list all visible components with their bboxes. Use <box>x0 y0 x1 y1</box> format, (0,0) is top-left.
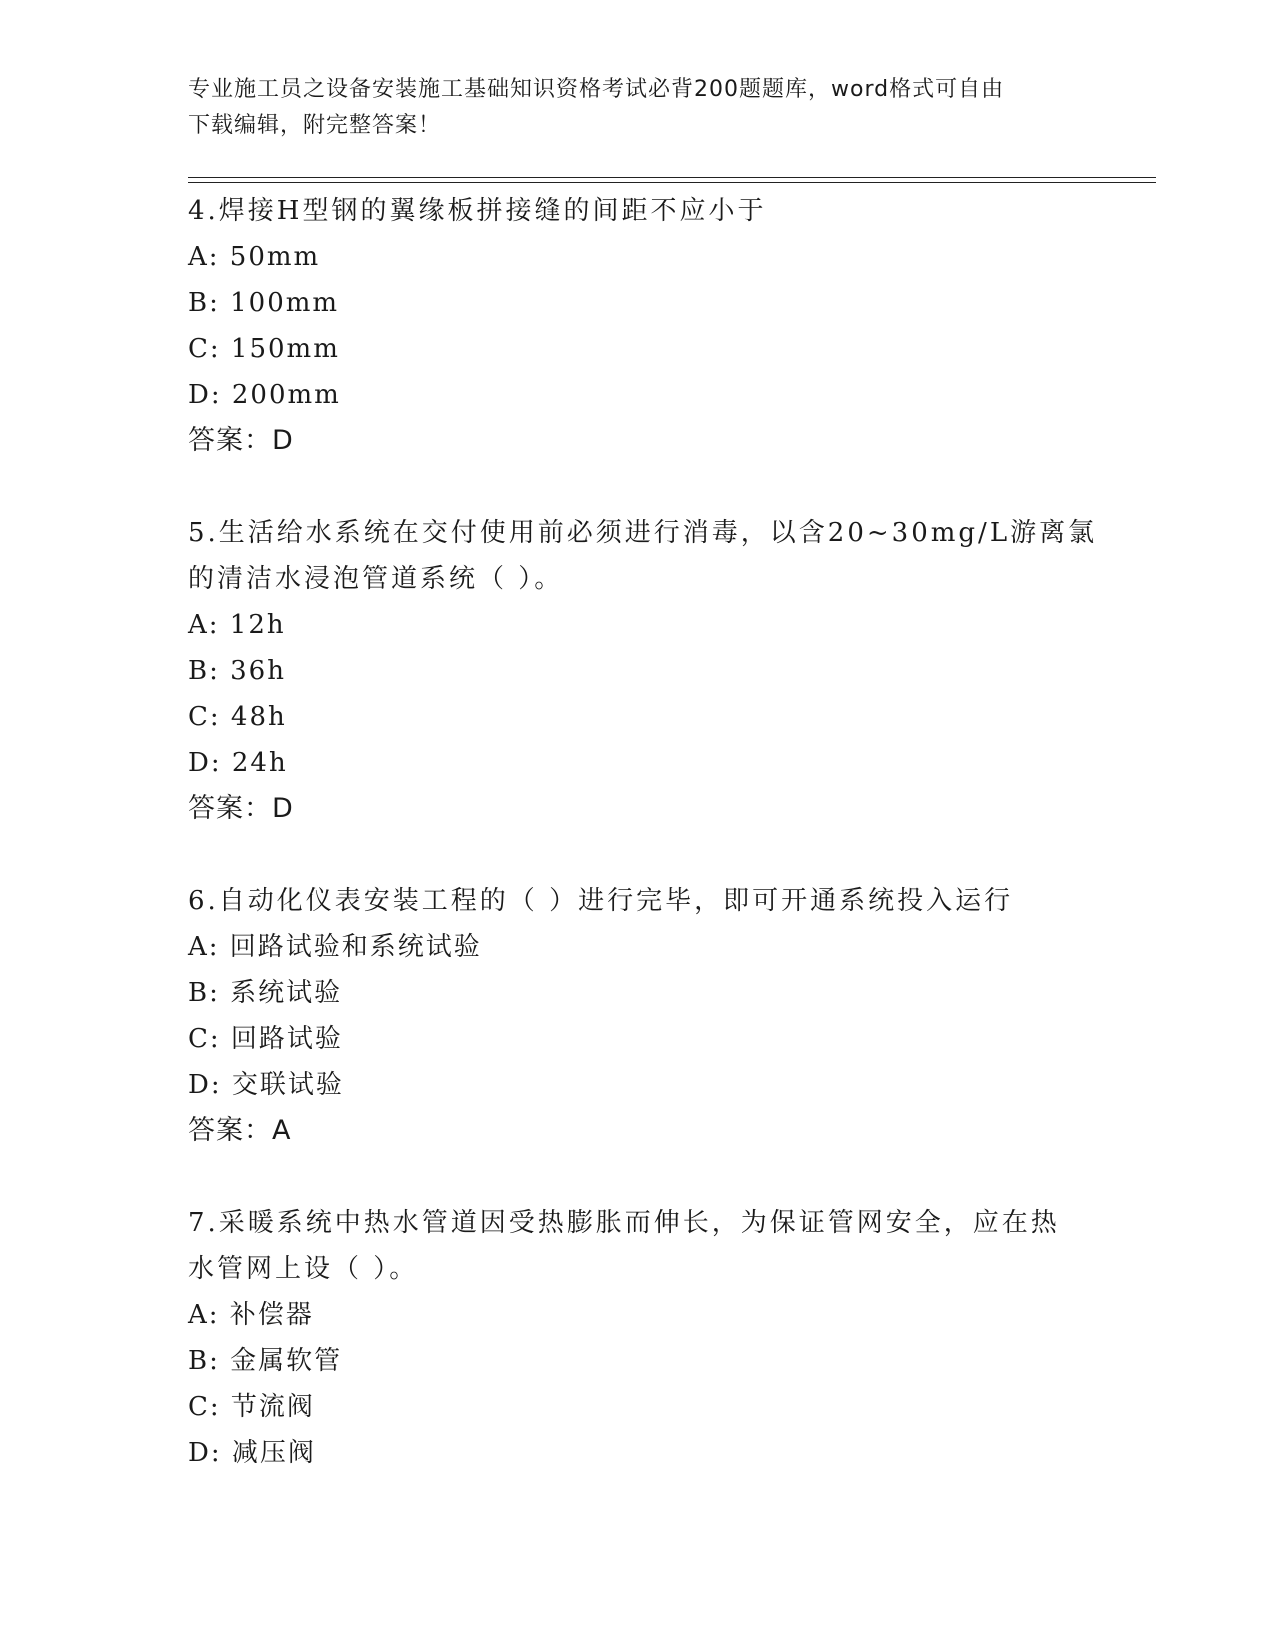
question-list <box>188 188 1098 1476</box>
question-4-option-d: D: 200mm <box>188 380 341 410</box>
question-4-option-a: A: 50mm <box>188 242 321 272</box>
header-line-2: 下载编辑，附完整答案！ <box>188 113 442 138</box>
question-6-stem: 6.自动化仪表安装工程的（ ）进行完毕，即可开通系统投入运行 <box>188 886 1014 916</box>
question-5-option-b: B: 36h <box>188 656 286 686</box>
question-spacer <box>188 1154 1088 1200</box>
question-5-answer: 答案：D <box>188 793 294 824</box>
question-7-option-d: D: 减压阀 <box>188 1438 316 1468</box>
question-6-answer: 答案：A <box>188 1115 292 1146</box>
question-7-stem-line-2: 水管网上设（ ）。 <box>188 1254 419 1284</box>
question-7-option-a: A: 补偿器 <box>188 1300 314 1330</box>
question-spacer <box>188 832 1088 878</box>
question-4-answer: 答案：D <box>188 425 294 456</box>
question-6-option-a: A: 回路试验和系统试验 <box>188 932 482 962</box>
question-6-option-d: D: 交联试验 <box>188 1070 344 1100</box>
header-line-1: 专业施工员之设备安装施工基础知识资格考试必背200题题库，word格式可自由 <box>188 77 1005 102</box>
question-5-option-a: A: 12h <box>188 610 286 640</box>
question-7-option-c: C: 节流阀 <box>188 1392 315 1422</box>
question-5-stem-line-1: 5.生活给水系统在交付使用前必须进行消毒，以含20~30mg/L游离氯 <box>188 518 1098 548</box>
header-rule-bottom <box>188 182 1156 183</box>
question-6-option-b: B: 系统试验 <box>188 978 343 1008</box>
question-7-stem-line-1: 7.采暖系统中热水管道因受热膨胀而伸长，为保证管网安全，应在热 <box>188 1208 1060 1238</box>
question-5-option-c: C: 48h <box>188 702 287 732</box>
question-5 <box>188 510 1098 832</box>
header-rule-top <box>188 177 1156 178</box>
question-4-option-c: C: 150mm <box>188 334 340 364</box>
question-6 <box>188 878 1088 1154</box>
document-header <box>188 72 1088 144</box>
question-6-option-c: C: 回路试验 <box>188 1024 343 1054</box>
question-4 <box>188 188 1088 464</box>
question-spacer <box>188 464 1088 510</box>
question-5-stem-line-2: 的清洁水浸泡管道系统（ ）。 <box>188 564 564 594</box>
question-4-option-b: B: 100mm <box>188 288 340 318</box>
question-4-stem: 4.焊接H型钢的翼缘板拼接缝的间距不应小于 <box>188 196 767 226</box>
question-7 <box>188 1200 1088 1476</box>
question-5-option-d: D: 24h <box>188 748 288 778</box>
question-7-option-b: B: 金属软管 <box>188 1346 343 1376</box>
